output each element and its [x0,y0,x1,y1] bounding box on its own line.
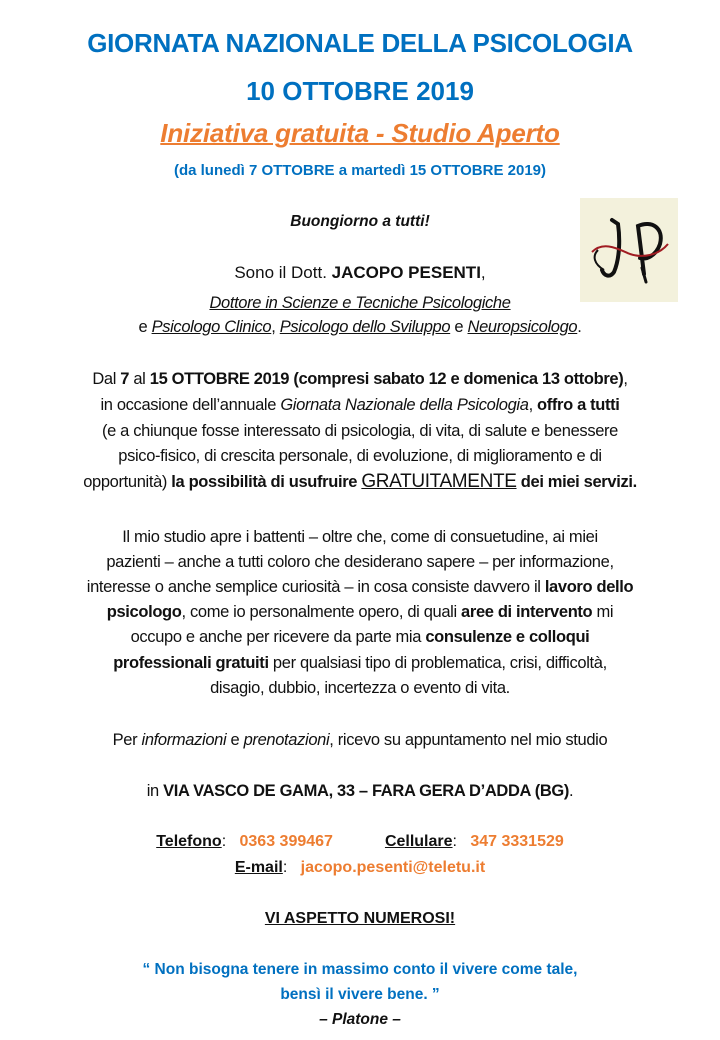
phone-label: Telefono [156,833,222,850]
phone-number[interactable]: 0363 399467 [239,833,333,850]
page-title: GIORNATA NAZIONALE DELLA PSICOLOGIA [87,28,633,58]
para2-line2: pazienti – anche a tutti coloro che desiderano sapere – per informazione, [106,553,614,571]
para2-line1: Il mio studio apre i battenti – oltre che, come di consuetudine, ai miei [122,528,598,546]
para1-line2: in occasione dell’annuale Giornata Nazionale della Psicologia, offro a tutti [100,396,620,414]
para1-line4: psico-fisico, di crescita personale, di evoluzione, di miglioramento e di [118,447,602,465]
event-period: (da lunedì 7 OTTOBRE a martedì 15 OTTOBRE 2019) [173,162,547,179]
role-neuro: Neuropsicologo [467,318,578,336]
para1-line3: (e a chiunque fosse interessato di psicologia, di vita, di salute e benessere [101,422,619,440]
para1-line1: Dal 7 al 15 OTTOBRE 2019 (compresi sabato 12 e domenica 13 ottobre), [92,370,628,388]
para1-line5: opportunità) la possibilità di usufruire GRATUITAMENTE dei miei servizi. [83,471,637,492]
greeting: Buongiorno a tutti! [290,213,430,230]
roles-line: e Psicologo Clinico, Psicologo dello Sviluppo e Neuropsicologo. [138,318,582,336]
email-line: E-mail: jacopo.pesenti@teletu.it [234,859,486,876]
address: VIA VASCO DE GAMA, 33 – FARA GERA D’ADDA (BG) [163,782,570,800]
gratuitamente-highlight: GRATUITAMENTE [361,471,517,492]
para2-line5: occupo e anche per ricevere da parte mia consulenze e colloqui [130,628,590,646]
para2-line3: interesse o anche semplice curiosità – in cosa consiste davvero il lavoro dello [86,578,634,596]
role-clinical: Psicologo Clinico [151,318,272,336]
quote-author: – Platone – [319,1011,401,1028]
para2-line7: disagio, dubbio, incertezza o evento di vita. [210,679,510,697]
address-line: in VIA VASCO DE GAMA, 33 – FARA GERA D’ADDA (BG). [146,782,574,800]
closing-call: VI ASPETTO NUMEROSI! [264,910,456,927]
role-development: Psicologo dello Sviluppo [279,318,451,336]
doctor-name: JACOPO PESENTI [331,263,481,282]
introduction-line: Sono il Dott. JACOPO PESENTI, [234,263,486,282]
initiative-subtitle: Iniziativa gratuita - Studio Aperto [160,118,560,148]
para2-line4: psicologo, come io personalmente opero, di quali aree di intervento mi [106,603,614,621]
quote-line2: bensì il vivere bene. ” [280,986,440,1003]
phone-line: Telefono: 0363 399467 Cellulare: 347 3331529 [156,833,564,850]
email-link[interactable]: jacopo.pesenti@teletu.it [300,859,486,876]
info-line: Per informazioni e prenotazioni, ricevo su appuntamento nel mio studio [112,731,608,749]
mobile-number[interactable]: 347 3331529 [470,833,564,850]
email-label: E-mail [234,859,283,876]
event-date: 10 OTTOBRE 2019 [246,76,474,106]
degree: Dottore in Scienze e Tecniche Psicologiche [209,294,511,312]
mobile-label: Cellulare [384,833,453,850]
para2-line6: professionali gratuiti per qualsiasi tipo di problematica, crisi, difficoltà, [113,654,607,672]
quote-line1: “ Non bisogna tenere in massimo conto il vivere come tale, [142,961,578,978]
